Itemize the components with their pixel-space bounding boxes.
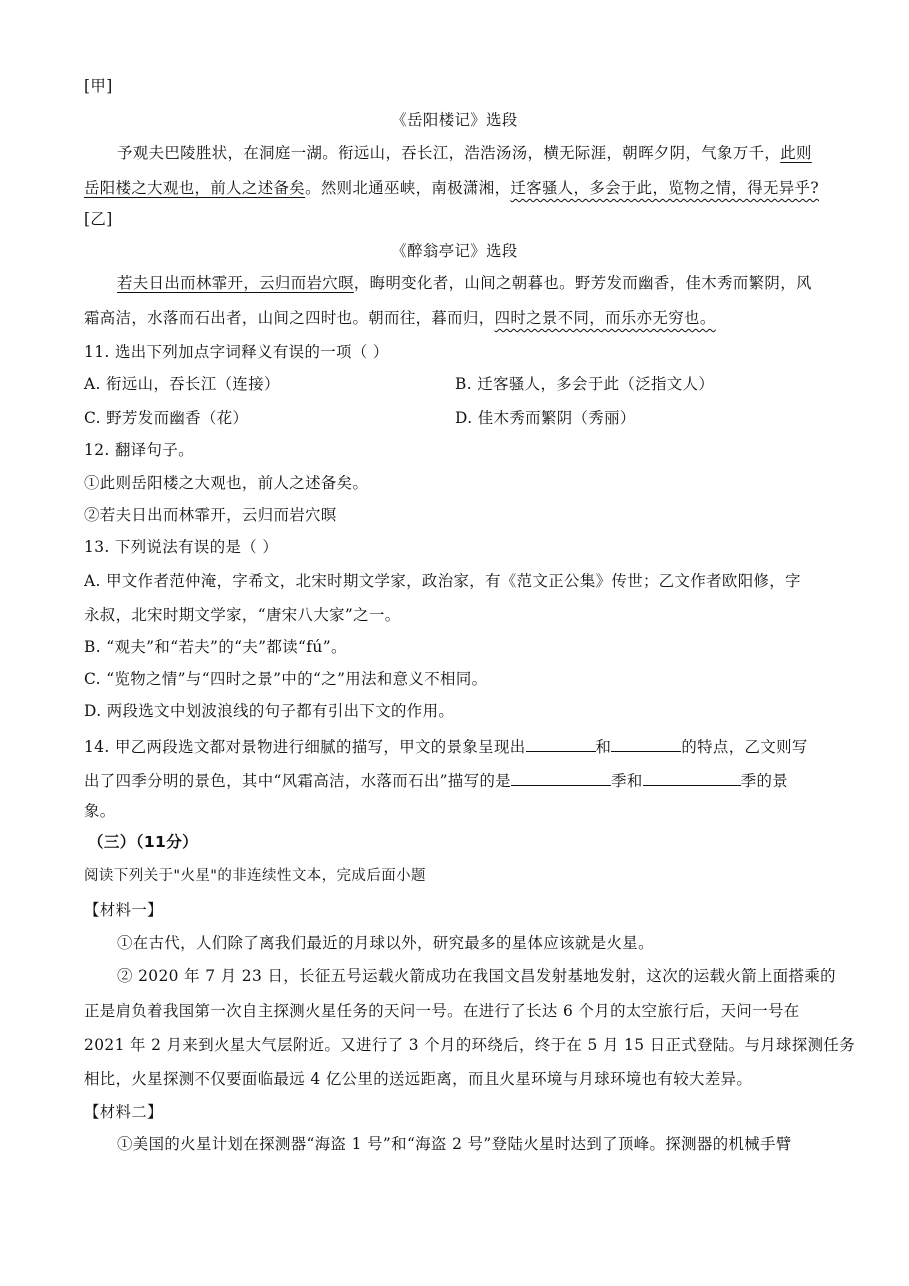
q11-option-a: A. 衔远山，吞长江（连接） (84, 375, 280, 393)
material-1-para-2-line-1: ② 2020 年 7 月 23 日，长征五号运载火箭成功在我国文昌发射基地发射，这次的运载火箭上面搭乘的 (117, 967, 836, 985)
underlined-text: 若夫日出而林霏开，云归而岩穴暝 (117, 274, 354, 292)
q13-option-a-line-2: 永叔，北宋时期文学家，“唐宋八大家”之一。 (84, 606, 401, 624)
q14-line-2: 出了四季分明的景色，其中“风霜高洁，水落而石出”描写的是 季和 季的景 (84, 768, 788, 791)
material-1-para-2-line-4: 相比，火星探测不仅要面临最远 4 亿公里的送远距离，而且火星环境与月球环境也有较大差异。 (84, 1070, 753, 1088)
title-zuiwengting: 《醉翁亭记》选段 (391, 242, 518, 260)
yi-label: [乙] (84, 210, 113, 228)
answer-blank[interactable] (511, 768, 611, 786)
material-2-label: 【材料二】 (84, 1103, 163, 1121)
q12-sentence-2: ②若夫日出而林霏开，云归而岩穴暝 (84, 506, 337, 524)
section-heading: （三）（11分） (88, 833, 199, 851)
q14-line-3: 象。 (84, 802, 116, 820)
wavy-underlined-text: 四时之景不同，而乐亦无穷也。 (494, 309, 716, 327)
passage-jia-line-1: 予观夫巴陵胜状，在洞庭一湖。衔远山，吞长江，浩浩汤汤，横无际涯，朝晖夕阴，气象万千，此则 (117, 144, 812, 162)
section-intro: 阅读下列关于"火星"的非连续性文本，完成后面小题 (84, 868, 426, 884)
underlined-text: 此则 (780, 144, 812, 162)
passage-jia-line-2: 岳阳楼之大观也，前人之述备矣。然则北通巫峡，南极潇湘，迁客骚人，多会于此，览物之情，得无异乎? (84, 179, 820, 197)
underlined-text: 岳阳楼之大观也，前人之述备矣 (84, 179, 306, 197)
material-1-para-1: ①在古代，人们除了离我们最近的月球以外，研究最多的星体应该就是火星。 (117, 934, 654, 952)
passage-yi-line-2: 霜高洁，水落而石出者，山间之四时也。朝而往，暮而归，四时之景不同，而乐亦无穷也。 (84, 309, 716, 327)
answer-blank[interactable] (526, 734, 596, 752)
passage-yi-line-1: 若夫日出而林霏开，云归而岩穴暝，晦明变化者，山间之朝暮也。野芳发而幽香，佳木秀而繁阴，风 (117, 274, 812, 292)
q11-option-d: D. 佳木秀而繁阴（秀丽） (455, 409, 636, 427)
title-yueyanglou: 《岳阳楼记》选段 (391, 111, 518, 129)
q13-option-d: D. 两段选文中划波浪线的句子都有引出下文的作用。 (84, 702, 455, 720)
wavy-underlined-text: 迁客骚人，多会于此，览物之情，得无异乎? (510, 179, 820, 197)
q14-line-1: 14. 甲乙两段选文都对景物进行细腻的描写，甲文的景象呈现出 和 的特点，乙文则写 (84, 734, 808, 757)
material-1-para-2-line-2: 正是肩负着我国第一次自主探测火星任务的天问一号。在进行了长达 6 个月的太空旅行后，天问一号在 (84, 1002, 800, 1020)
q12-sentence-1: ①此则岳阳楼之大观也，前人之述备矣。 (84, 474, 369, 492)
q13-option-b: B. “观夫”和“若夫”的“夫”都读“fú”。 (84, 638, 347, 656)
material-1-para-2-line-3: 2021 年 2 月来到火星大气层附近。又进行了 3 个月的环绕后，终于在 5 月 15 日正式登陆。与月球探测任务 (84, 1036, 855, 1054)
q11-option-c: C. 野芳发而幽香（花） (84, 409, 249, 427)
answer-blank[interactable] (611, 734, 681, 752)
q13-option-c: C. “览物之情”与“四时之景”中的“之”用法和意义不相同。 (84, 670, 488, 688)
material-2-para-1: ①美国的火星计划在探测器“海盗 1 号”和“海盗 2 号”登陆火星时达到了顶峰。探测器的机械手臂 (117, 1135, 792, 1153)
q11-stem: 11. 选出下列加点字词释义有误的一项（ ） (84, 343, 389, 361)
q13-stem: 13. 下列说法有误的是（ ） (84, 538, 279, 556)
material-1-label: 【材料一】 (84, 901, 163, 919)
jia-label: [甲] (84, 77, 113, 95)
q13-option-a-line-1: A. 甲文作者范仲淹，字希文，北宋时期文学家，政治家，有《范文正公集》传世；乙文作者欧阳修，字 (84, 572, 801, 590)
q11-option-b: B. 迁客骚人，多会于此（泛指文人） (455, 375, 715, 393)
q12-stem: 12. 翻译句子。 (84, 441, 194, 459)
answer-blank[interactable] (643, 768, 741, 786)
